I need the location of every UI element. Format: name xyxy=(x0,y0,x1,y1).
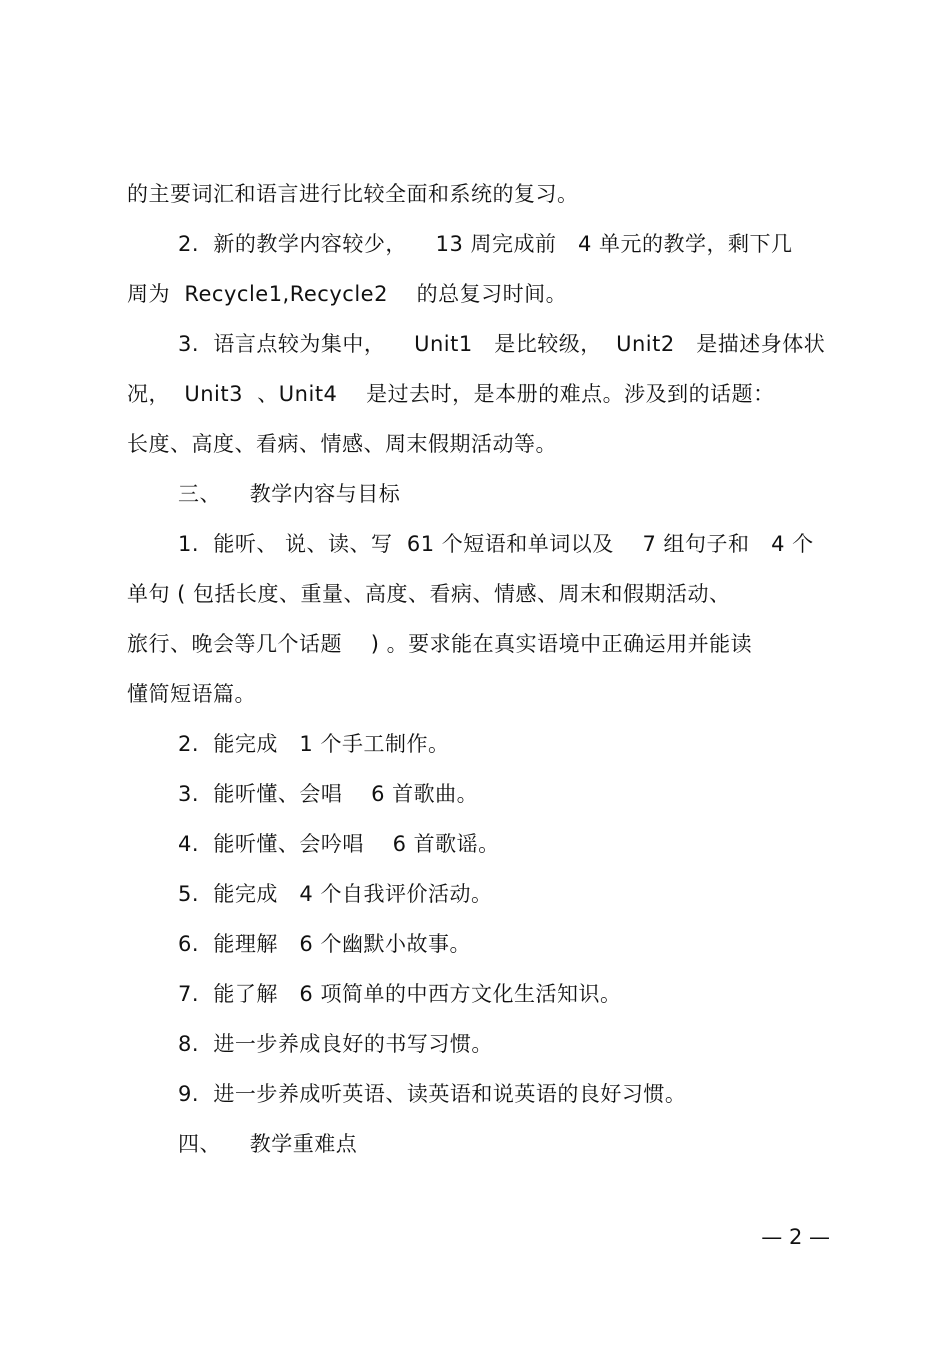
list-item-5: 5. 能完成 4 个自我评价活动。 xyxy=(178,882,493,906)
list-item-8: 8. 进一步养成良好的书写习惯。 xyxy=(178,1032,493,1056)
list-item-2-line: 2. 新的教学内容较少， 13 周完成前 4 单元的教学，剩下几 xyxy=(178,232,793,256)
page-number: — 2 — xyxy=(761,1225,830,1249)
body-text-line: 的主要词汇和语言进行比较全面和系统的复习。 xyxy=(127,182,579,206)
section-heading: 四、 教学重难点 xyxy=(178,1132,358,1156)
list-item-3-line: 3. 语言点较为集中， Unit1 是比较级， Unit2 是描述身体状 xyxy=(178,332,826,356)
list-item-7: 7. 能了解 6 项简单的中西方文化生活知识。 xyxy=(178,982,622,1006)
list-item-1-line: 1. 能听、 说、读、写 61 个短语和单词以及 7 组句子和 4 个 xyxy=(178,532,814,556)
list-item-9: 9. 进一步养成听英语、读英语和说英语的良好习惯。 xyxy=(178,1082,687,1106)
body-text-line: 旅行、晚会等几个话题 ) 。要求能在真实语境中正确运用并能读 xyxy=(127,632,753,656)
section-heading: 三、 教学内容与目标 xyxy=(178,482,401,506)
list-item-2: 2. 能完成 1 个手工制作。 xyxy=(178,732,450,756)
body-text-line: 懂简短语篇。 xyxy=(127,682,256,706)
list-item-6: 6. 能理解 6 个幽默小故事。 xyxy=(178,932,471,956)
body-text-line: 长度、高度、看病、情感、周末假期活动等。 xyxy=(127,432,557,456)
list-item-4: 4. 能听懂、会吟唱 6 首歌谣。 xyxy=(178,832,500,856)
list-item-3: 3. 能听懂、会唱 6 首歌曲。 xyxy=(178,782,479,806)
body-text-line: 单句 ( 包括长度、重量、高度、看病、情感、周末和假期活动、 xyxy=(127,582,731,606)
body-text-line: 周为 Recycle1,Recycle2 的总复习时间。 xyxy=(127,282,568,306)
body-text-line: 况， Unit3 、Unit4 是过去时，是本册的难点。涉及到的话题： xyxy=(127,382,775,406)
